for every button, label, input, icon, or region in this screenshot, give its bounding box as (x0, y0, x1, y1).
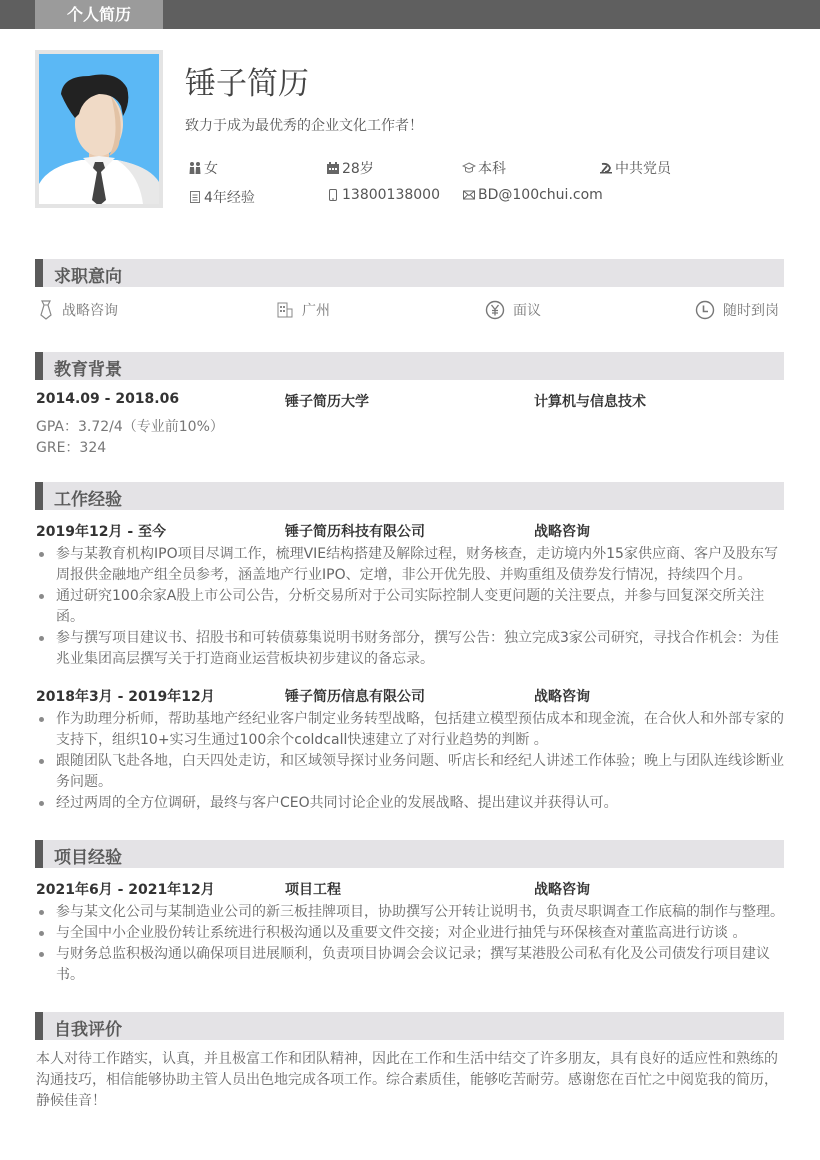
graduation-cap-icon (462, 161, 476, 175)
list-item: 与全国中小企业股份转让系统进行积极沟通以及重要文件交接；对企业进行抽凭与环保核查对董监高进行访谈 。 (36, 923, 786, 944)
yuan-icon (485, 300, 505, 320)
intent-position (38, 300, 118, 320)
party-emblem-icon (599, 161, 613, 175)
work-period: 2019年12月 - 至今 (36, 524, 167, 540)
building-icon (276, 301, 294, 319)
info-politics (599, 158, 671, 178)
phone-icon (326, 188, 340, 202)
intent-city (276, 300, 330, 320)
resume-tab: 个人简历 (35, 0, 163, 29)
work-entry-1-bullets (36, 544, 786, 670)
info-email (462, 187, 603, 203)
age-value: 28岁 (342, 161, 374, 177)
section-title: 自我评价 (54, 1020, 122, 1040)
section-header-education (35, 352, 784, 380)
gender-value: 女 (204, 161, 218, 177)
section-header-work (35, 482, 784, 510)
intent-salary (485, 300, 541, 320)
candidate-name: 锤子简历 (185, 66, 309, 102)
degree-value: 本科 (478, 161, 506, 177)
list-item: 参与某教育机构IPO项目尽调工作，梳理VIE结构搭建及解除过程，财务核查，走访境内外15家供应商、客户及股东写周报供金融地产组全员参考，涵盖地产行业IPO、定增，非公开优先股、并购重组及债券发行情况，持续四个月。 (36, 544, 786, 586)
gender-icon (188, 161, 202, 175)
section-header-project (35, 840, 784, 868)
list-item: 经过两周的全方位调研，最终与客户CEO共同讨论企业的发展战略、提出建议并获得认可。 (36, 793, 786, 814)
info-age (326, 158, 374, 178)
work-company: 锤子简历信息有限公司 (285, 689, 425, 705)
work-role: 战略咨询 (534, 524, 590, 540)
work-period: 2018年3月 - 2019年12月 (36, 689, 215, 705)
clock-icon (695, 300, 715, 320)
info-gender (188, 158, 218, 178)
work-entry-2-bullets (36, 709, 786, 814)
politics-value: 中共党员 (615, 161, 671, 177)
phone-value: 13800138000 (342, 187, 440, 203)
mail-icon (462, 188, 476, 202)
intent-salary-value: 面议 (513, 303, 541, 319)
document-icon (188, 190, 202, 204)
project-bullets (36, 902, 786, 986)
list-item: 与财务总监积极沟通以确保项目进展顺利，负责项目协调会会议记录；撰写某港股公司私有化及公司债发行项目建议书。 (36, 944, 786, 986)
project-name: 项目工程 (285, 882, 341, 898)
info-degree (462, 158, 506, 178)
experience-value: 4年经验 (204, 190, 255, 206)
intent-position-value: 战略咨询 (62, 303, 118, 319)
info-phone (326, 187, 440, 203)
motto: 致力于成为最优秀的企业文化工作者！ (185, 118, 423, 134)
education-school: 锤子简历大学 (285, 394, 369, 410)
project-role: 战略咨询 (534, 882, 590, 898)
section-title: 工作经验 (54, 490, 122, 510)
info-experience (188, 187, 255, 207)
calendar-icon (326, 161, 340, 175)
list-item: 通过研究100余家A股上市公司公告，分析交易所对于公司实际控制人变更问题的关注要点，并参与回复深交所关注函。 (36, 586, 786, 628)
self-evaluation-text: 本人对待工作踏实，认真，并且极富工作和团队精神，因此在工作和生活中结交了许多朋友，具有良好的适应性和熟练的沟通技巧，相信能够协助主管人员出色地完成各项工作。综合素质佳，能够吃苦耐劳。感谢您在百忙之中阅览我的简历，静候佳音！ (36, 1051, 778, 1109)
work-company: 锤子简历科技有限公司 (285, 524, 425, 540)
education-gre: GRE：324 (36, 440, 107, 456)
intent-availability-value: 随时到岗 (723, 303, 779, 319)
education-period: 2014.09 - 2018.06 (36, 391, 180, 407)
education-gpa: GPA：3.72/4（专业前10%） (36, 419, 224, 435)
intent-city-value: 广州 (302, 303, 330, 319)
section-title: 项目经验 (54, 848, 122, 868)
section-title: 求职意向 (54, 267, 122, 287)
list-item: 作为助理分析师，帮助基地产经纪业客户制定业务转型战略，包括建立模型预估成本和现金流，在合伙人和外部专家的支持下，组织10+实习生通过100余个coldcall快速建立了对行业趋势的判断 。 (36, 709, 786, 751)
education-major: 计算机与信息技术 (534, 394, 646, 410)
project-period: 2021年6月 - 2021年12月 (36, 882, 215, 898)
tie-icon (38, 300, 54, 320)
list-item: 参与撰写项目建议书、招股书和可转债募集说明书财务部分，撰写公告：独立完成3家公司研究，寻找合作机会：为佳兆业集团高层撰写关于打造商业运营板块初步建议的备忘录。 (36, 628, 786, 670)
section-header-intent (35, 259, 784, 287)
section-header-self-eval (35, 1012, 784, 1040)
list-item: 参与某文化公司与某制造业公司的新三板挂牌项目，协助撰写公开转让说明书，负责尽职调查工作底稿的制作与整理。 (36, 902, 786, 923)
intent-availability (695, 300, 779, 320)
avatar (35, 50, 163, 208)
avatar-illustration-icon (39, 54, 159, 204)
section-title: 教育背景 (54, 360, 122, 380)
list-item: 跟随团队飞赴各地，白天四处走访，和区域领导探讨业务问题、听店长和经纪人讲述工作体验；晚上与团队连线诊断业务问题。 (36, 751, 786, 793)
work-role: 战略咨询 (534, 689, 590, 705)
email-value: BD@100chui.com (478, 187, 603, 203)
top-bar (0, 0, 820, 29)
